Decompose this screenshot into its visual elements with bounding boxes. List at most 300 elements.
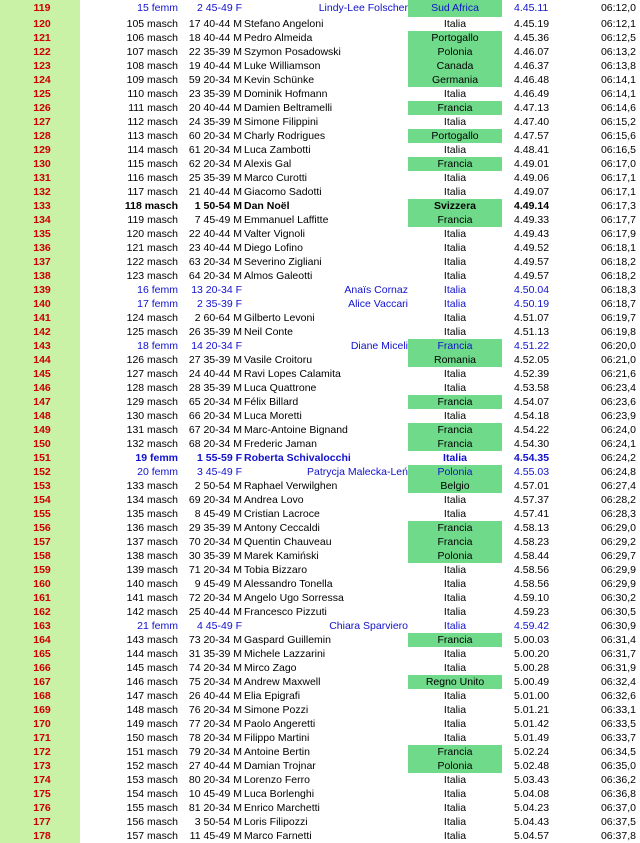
runner-name: Gaspard Guillemin xyxy=(244,634,331,646)
age-category-rank: 14 20-34 F xyxy=(191,340,242,352)
nationality: Italia xyxy=(443,718,467,730)
finish-time: 4.47.57 xyxy=(514,130,550,142)
nationality: Italia xyxy=(443,620,467,632)
nationality: Polonia xyxy=(408,759,502,773)
overall-position: 147 xyxy=(0,395,80,409)
table-row xyxy=(0,507,640,521)
runner-name: Roberta Schivalocchi xyxy=(244,452,351,464)
age-category-rank: 24 40-44 M xyxy=(188,368,242,380)
nationality: Italia xyxy=(443,508,467,520)
finish-time: 4.46.48 xyxy=(514,74,550,86)
finish-time: 4.49.06 xyxy=(514,172,550,184)
age-category-rank: 26 35-39 M xyxy=(188,326,242,338)
table-row xyxy=(0,423,640,437)
table-row xyxy=(0,0,640,17)
runner-name: Luca Moretti xyxy=(244,410,302,422)
pace: 06:12,5 xyxy=(600,32,636,44)
gender-rank: 147 masch xyxy=(126,690,178,702)
overall-position: 169 xyxy=(0,703,80,717)
table-row xyxy=(0,297,640,311)
finish-time: 4.49.07 xyxy=(514,186,550,198)
nationality: Italia xyxy=(443,816,467,828)
pace: 06:29,9 xyxy=(600,564,636,576)
table-row xyxy=(0,31,640,45)
runner-name: Damian Trojnar xyxy=(244,760,316,772)
finish-time: 5.01.42 xyxy=(514,718,550,730)
nationality: Sud Africa xyxy=(408,0,502,17)
pace: 06:14,1 xyxy=(600,74,636,86)
overall-position: 133 xyxy=(0,199,80,213)
gender-rank: 141 masch xyxy=(126,592,178,604)
age-category-rank: 73 20-34 M xyxy=(188,634,242,646)
finish-time: 5.02.24 xyxy=(514,746,550,758)
runner-name: Marco Curotti xyxy=(244,172,308,184)
runner-name: Luca Zambotti xyxy=(244,144,311,156)
gender-rank: 146 masch xyxy=(126,676,178,688)
nationality: Polonia xyxy=(408,549,502,563)
finish-time: 4.58.56 xyxy=(514,578,550,590)
overall-position: 170 xyxy=(0,717,80,731)
overall-position: 145 xyxy=(0,367,80,381)
overall-position: 139 xyxy=(0,283,80,297)
age-category-rank: 76 20-34 M xyxy=(188,704,242,716)
age-category-rank: 2 60-64 M xyxy=(194,312,242,324)
gender-rank: 17 femm xyxy=(137,298,178,310)
nationality: Portogallo xyxy=(408,31,502,45)
pace: 06:35,0 xyxy=(600,760,636,772)
finish-time: 4.49.43 xyxy=(514,228,550,240)
finish-time: 5.01.21 xyxy=(514,704,550,716)
gender-rank: 130 masch xyxy=(126,410,178,422)
gender-rank: 156 masch xyxy=(126,816,178,828)
age-category-rank: 27 35-39 M xyxy=(188,354,242,366)
gender-rank: 134 masch xyxy=(126,494,178,506)
age-category-rank: 4 45-49 F xyxy=(197,620,242,632)
table-row xyxy=(0,451,640,465)
table-row xyxy=(0,185,640,199)
overall-position: 148 xyxy=(0,409,80,423)
pace: 06:19,7 xyxy=(600,312,636,324)
gender-rank: 151 masch xyxy=(126,746,178,758)
nationality: Italia xyxy=(443,270,467,282)
gender-rank: 121 masch xyxy=(126,242,178,254)
finish-time: 5.04.08 xyxy=(514,788,550,800)
overall-position: 141 xyxy=(0,311,80,325)
finish-time: 4.57.37 xyxy=(514,494,550,506)
pace: 06:17,7 xyxy=(600,214,636,226)
age-category-rank: 28 35-39 M xyxy=(188,382,242,394)
finish-time: 4.51.22 xyxy=(514,340,550,352)
age-category-rank: 1 55-59 F xyxy=(197,452,242,464)
finish-time: 4.48.41 xyxy=(514,144,550,156)
nationality: Italia xyxy=(443,704,467,716)
pace: 06:32,4 xyxy=(600,676,636,688)
table-row xyxy=(0,437,640,451)
finish-time: 4.55.03 xyxy=(514,466,550,478)
finish-time: 4.54.35 xyxy=(514,452,550,464)
gender-rank: 108 masch xyxy=(126,60,178,72)
overall-position: 173 xyxy=(0,759,80,773)
finish-time: 5.00.49 xyxy=(514,676,550,688)
finish-time: 4.46.49 xyxy=(514,88,550,100)
finish-time: 5.04.23 xyxy=(514,802,550,814)
gender-rank: 123 masch xyxy=(126,270,178,282)
pace: 06:14,1 xyxy=(600,88,636,100)
overall-position: 178 xyxy=(0,829,80,843)
runner-name: Simone Pozzi xyxy=(244,704,309,716)
pace: 06:32,6 xyxy=(600,690,636,702)
pace: 06:24,0 xyxy=(600,424,636,436)
overall-position: 154 xyxy=(0,493,80,507)
age-category-rank: 18 40-44 M xyxy=(188,32,242,44)
overall-position: 150 xyxy=(0,437,80,451)
table-row xyxy=(0,801,640,815)
age-category-rank: 70 20-34 M xyxy=(188,536,242,548)
gender-rank: 139 masch xyxy=(126,564,178,576)
finish-time: 4.54.18 xyxy=(514,410,550,422)
overall-position: 164 xyxy=(0,633,80,647)
pace: 06:15,2 xyxy=(600,116,636,128)
gender-rank: 15 femm xyxy=(137,2,178,14)
age-category-rank: 66 20-34 M xyxy=(188,410,242,422)
runner-name: Filippo Martini xyxy=(244,732,310,744)
finish-time: 4.49.57 xyxy=(514,270,550,282)
age-category-rank: 72 20-34 M xyxy=(188,592,242,604)
overall-position: 144 xyxy=(0,353,80,367)
age-category-rank: 23 40-44 M xyxy=(188,242,242,254)
runner-name: Szymon Posadowski xyxy=(244,46,341,58)
pace: 06:30,5 xyxy=(600,606,636,618)
pace: 06:13,8 xyxy=(600,60,636,72)
overall-position: 142 xyxy=(0,325,80,339)
pace: 06:24,1 xyxy=(600,438,636,450)
runner-name: Anaïs Cornaz xyxy=(344,284,408,296)
age-category-rank: 7 45-49 M xyxy=(194,214,242,226)
nationality: Francia xyxy=(408,521,502,535)
table-row xyxy=(0,311,640,325)
table-row xyxy=(0,101,640,115)
finish-time: 4.54.30 xyxy=(514,438,550,450)
runner-name: Marco Farnetti xyxy=(244,830,312,842)
pace: 06:27,4 xyxy=(600,480,636,492)
gender-rank: 107 masch xyxy=(126,46,178,58)
age-category-rank: 80 20-34 M xyxy=(188,774,242,786)
overall-position: 151 xyxy=(0,451,80,465)
age-category-rank: 21 40-44 M xyxy=(188,186,242,198)
age-category-rank: 81 20-34 M xyxy=(188,802,242,814)
runner-name: Marc-Antoine Bignand xyxy=(244,424,348,436)
nationality: Francia xyxy=(408,157,502,171)
finish-time: 4.47.40 xyxy=(514,116,550,128)
age-category-rank: 24 35-39 M xyxy=(188,116,242,128)
age-category-rank: 23 35-39 M xyxy=(188,88,242,100)
nationality: Italia xyxy=(443,690,467,702)
finish-time: 4.47.13 xyxy=(514,102,550,114)
finish-time: 4.58.56 xyxy=(514,564,550,576)
finish-time: 4.45.11 xyxy=(514,2,549,14)
overall-position: 138 xyxy=(0,269,80,283)
pace: 06:24,8 xyxy=(600,466,636,478)
pace: 06:37,5 xyxy=(600,816,636,828)
table-row xyxy=(0,353,640,367)
overall-position: 127 xyxy=(0,115,80,129)
table-row xyxy=(0,493,640,507)
nationality: Italia xyxy=(443,186,467,198)
runner-name: Félix Billard xyxy=(244,396,299,408)
age-category-rank: 60 20-34 M xyxy=(188,130,242,142)
table-row xyxy=(0,283,640,297)
gender-rank: 126 masch xyxy=(126,354,178,366)
gender-rank: 136 masch xyxy=(126,522,178,534)
gender-rank: 115 masch xyxy=(127,158,178,170)
runner-name: Vasile Croitoru xyxy=(244,354,313,366)
nationality: Italia xyxy=(443,88,467,100)
finish-time: 5.00.20 xyxy=(514,648,550,660)
table-row xyxy=(0,115,640,129)
age-category-rank: 59 20-34 M xyxy=(188,74,242,86)
finish-time: 4.58.44 xyxy=(514,550,550,562)
overall-position: 136 xyxy=(0,241,80,255)
gender-rank: 106 masch xyxy=(126,32,178,44)
nationality: Italia xyxy=(443,256,467,268)
age-category-rank: 13 20-34 F xyxy=(191,284,242,296)
age-category-rank: 22 40-44 M xyxy=(188,228,242,240)
runner-name: Diego Lofino xyxy=(244,242,303,254)
table-row xyxy=(0,703,640,717)
nationality: Svizzera xyxy=(408,199,502,213)
runner-name: Andrea Lovo xyxy=(244,494,304,506)
finish-time: 4.52.39 xyxy=(514,368,550,380)
gender-rank: 109 masch xyxy=(126,74,178,86)
table-row xyxy=(0,143,640,157)
nationality: Italia xyxy=(443,648,467,660)
pace: 06:37,8 xyxy=(600,830,636,842)
gender-rank: 153 masch xyxy=(126,774,178,786)
overall-position: 121 xyxy=(0,31,80,45)
finish-time: 4.59.42 xyxy=(514,620,550,632)
table-row xyxy=(0,591,640,605)
age-category-rank: 30 35-39 M xyxy=(188,550,242,562)
table-row xyxy=(0,255,640,269)
overall-position: 126 xyxy=(0,101,80,115)
overall-position: 167 xyxy=(0,675,80,689)
finish-time: 4.52.05 xyxy=(514,354,550,366)
nationality: Italia xyxy=(443,410,467,422)
age-category-rank: 17 40-44 M xyxy=(188,18,242,30)
runner-name: Simone Filippini xyxy=(244,116,319,128)
overall-position: 146 xyxy=(0,381,80,395)
runner-name: Alice Vaccari xyxy=(348,298,408,310)
pace: 06:21,0 xyxy=(600,354,636,366)
pace: 06:18,2 xyxy=(600,256,636,268)
runner-name: Andrew Maxwell xyxy=(244,676,321,688)
table-row xyxy=(0,45,640,59)
overall-position: 125 xyxy=(0,87,80,101)
pace: 06:28,2 xyxy=(600,494,636,506)
finish-time: 4.57.41 xyxy=(514,508,550,520)
runner-name: Emmanuel Laffitte xyxy=(244,214,329,226)
pace: 06:34,5 xyxy=(600,746,636,758)
nationality: Italia xyxy=(443,830,467,842)
age-category-rank: 20 40-44 M xyxy=(188,102,242,114)
runner-name: Dan Noël xyxy=(244,200,290,212)
nationality: Italia xyxy=(443,802,467,814)
overall-position: 168 xyxy=(0,689,80,703)
age-category-rank: 11 45-49 M xyxy=(189,830,242,842)
age-category-rank: 79 20-34 M xyxy=(188,746,242,758)
table-row xyxy=(0,171,640,185)
overall-position: 123 xyxy=(0,59,80,73)
gender-rank: 135 masch xyxy=(126,508,178,520)
age-category-rank: 1 50-54 M xyxy=(194,200,242,212)
age-category-rank: 29 35-39 M xyxy=(188,522,242,534)
nationality: Francia xyxy=(408,423,502,437)
table-row xyxy=(0,325,640,339)
overall-position: 166 xyxy=(0,661,80,675)
runner-name: Diane Miceli xyxy=(350,340,408,352)
table-row xyxy=(0,647,640,661)
gender-rank: 118 masch xyxy=(124,200,178,212)
age-category-rank: 62 20-34 M xyxy=(188,158,242,170)
pace: 06:29,7 xyxy=(600,550,636,562)
finish-time: 5.00.03 xyxy=(514,634,550,646)
pace: 06:24,2 xyxy=(600,452,636,464)
pace: 06:16,5 xyxy=(600,144,636,156)
table-row xyxy=(0,241,640,255)
overall-position: 122 xyxy=(0,45,80,59)
overall-position: 131 xyxy=(0,171,80,185)
finish-time: 5.04.43 xyxy=(514,816,550,828)
nationality: Italia xyxy=(443,494,467,506)
nationality: Italia xyxy=(443,326,467,338)
runner-name: Luca Borlenghi xyxy=(244,788,315,800)
overall-position: 132 xyxy=(0,185,80,199)
nationality: Italia xyxy=(443,172,467,184)
pace: 06:23,4 xyxy=(600,382,636,394)
nationality: Italia xyxy=(443,242,467,254)
finish-time: 4.49.14 xyxy=(514,200,550,212)
overall-position: 172 xyxy=(0,745,80,759)
overall-position: 137 xyxy=(0,255,80,269)
finish-time: 5.01.00 xyxy=(514,690,550,702)
finish-time: 4.50.19 xyxy=(514,298,550,310)
pace: 06:17,9 xyxy=(600,228,636,240)
table-row xyxy=(0,479,640,493)
nationality: Italia xyxy=(443,606,467,618)
runner-name: Alessandro Tonella xyxy=(244,578,333,590)
nationality: Francia xyxy=(408,101,502,115)
table-row xyxy=(0,689,640,703)
pace: 06:18,7 xyxy=(600,298,636,310)
table-row xyxy=(0,17,640,31)
nationality: Polonia xyxy=(408,45,502,59)
pace: 06:31,9 xyxy=(600,662,636,674)
table-row xyxy=(0,157,640,171)
pace: 06:12,0 xyxy=(600,2,636,14)
finish-time: 4.45.36 xyxy=(514,32,550,44)
runner-name: Giacomo Sadotti xyxy=(244,186,322,198)
runner-name: Lindy-Lee Folscher xyxy=(318,2,408,14)
nationality: Italia xyxy=(443,662,467,674)
overall-position: 128 xyxy=(0,129,80,143)
runner-name: Severino Zigliani xyxy=(244,256,322,268)
table-row xyxy=(0,773,640,787)
runner-name: Neil Conte xyxy=(244,326,294,338)
finish-time: 5.03.43 xyxy=(514,774,550,786)
runner-name: Francesco Pizzuti xyxy=(244,606,327,618)
gender-rank: 18 femm xyxy=(137,340,178,352)
gender-rank: 127 masch xyxy=(126,368,178,380)
age-category-rank: 74 20-34 M xyxy=(188,662,242,674)
gender-rank: 132 masch xyxy=(126,438,178,450)
runner-name: Pedro Almeida xyxy=(244,32,313,44)
pace: 06:18,1 xyxy=(600,242,636,254)
pace: 06:18,2 xyxy=(600,270,636,282)
runner-name: Almos Galeotti xyxy=(244,270,313,282)
age-category-rank: 64 20-34 M xyxy=(188,270,242,282)
pace: 06:17,1 xyxy=(600,186,636,198)
overall-position: 165 xyxy=(0,647,80,661)
pace: 06:31,4 xyxy=(600,634,636,646)
table-row xyxy=(0,87,640,101)
gender-rank: 137 masch xyxy=(126,536,178,548)
gender-rank: 120 masch xyxy=(126,228,178,240)
nationality: Canada xyxy=(408,59,502,73)
gender-rank: 125 masch xyxy=(126,326,178,338)
pace: 06:29,2 xyxy=(600,536,636,548)
nationality: Italia xyxy=(443,144,467,156)
gender-rank: 144 masch xyxy=(126,648,178,660)
runner-name: Chiara Sparviero xyxy=(329,620,408,632)
pace: 06:37,0 xyxy=(600,802,636,814)
nationality: Italia xyxy=(443,284,467,296)
pace: 06:17,1 xyxy=(600,172,636,184)
gender-rank: 148 masch xyxy=(126,704,178,716)
age-category-rank: 27 40-44 M xyxy=(188,760,242,772)
table-row xyxy=(0,549,640,563)
nationality: Italia xyxy=(443,368,467,380)
finish-time: 4.51.07 xyxy=(514,312,550,324)
table-row xyxy=(0,199,640,213)
overall-position: 120 xyxy=(0,17,80,31)
pace: 06:29,9 xyxy=(600,578,636,590)
nationality: Italia xyxy=(443,732,467,744)
age-category-rank: 78 20-34 M xyxy=(188,732,242,744)
runner-name: Raphael Verwilghen xyxy=(244,480,338,492)
overall-position: 174 xyxy=(0,773,80,787)
overall-position: 152 xyxy=(0,465,80,479)
table-row xyxy=(0,409,640,423)
pace: 06:17,0 xyxy=(600,158,636,170)
gender-rank: 152 masch xyxy=(126,760,178,772)
gender-rank: 124 masch xyxy=(126,312,178,324)
pace: 06:14,6 xyxy=(600,102,636,114)
overall-position: 161 xyxy=(0,591,80,605)
runner-name: Antony Ceccaldi xyxy=(244,522,320,534)
nationality: Italia xyxy=(443,564,467,576)
runner-name: Marek Kamiński xyxy=(244,550,319,562)
nationality: Italia xyxy=(443,382,467,394)
overall-position: 171 xyxy=(0,731,80,745)
gender-rank: 117 masch xyxy=(127,186,178,198)
runner-name: Frederic Jaman xyxy=(244,438,317,450)
pace: 06:31,7 xyxy=(600,648,636,660)
table-row xyxy=(0,59,640,73)
table-row xyxy=(0,213,640,227)
overall-position: 135 xyxy=(0,227,80,241)
age-category-rank: 2 35-39 F xyxy=(197,298,242,310)
overall-position: 162 xyxy=(0,605,80,619)
